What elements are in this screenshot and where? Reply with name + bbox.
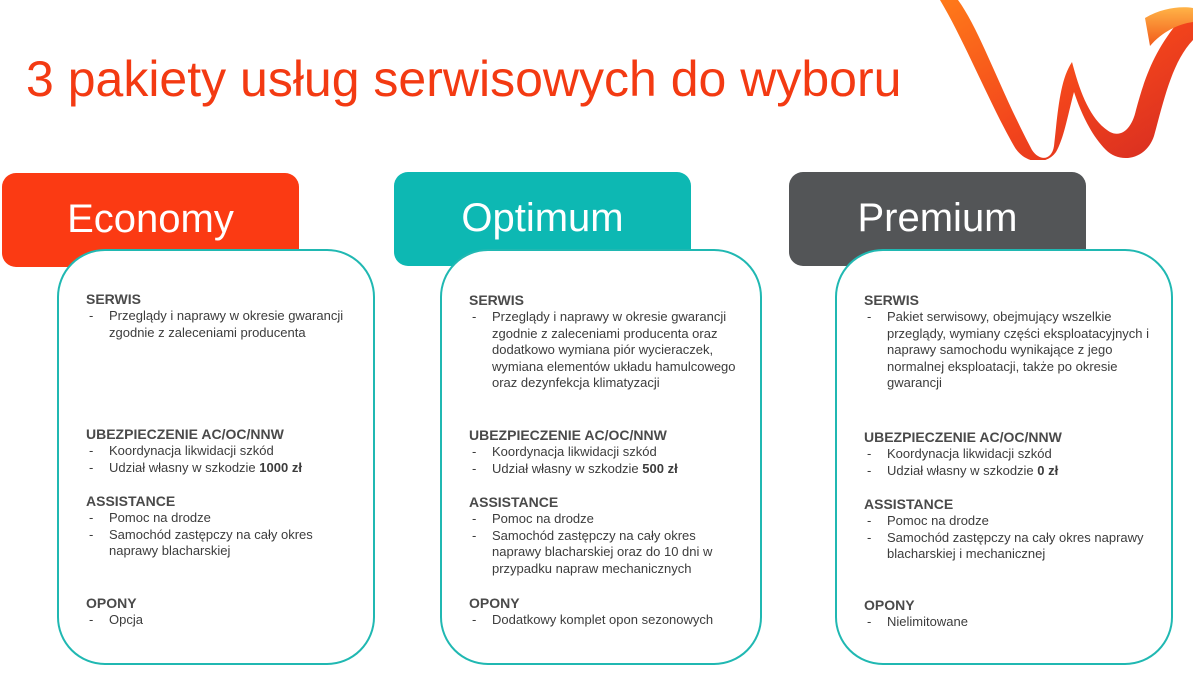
section-ubezpieczenie [86,426,359,476]
section-heading: ASSISTANCE [864,496,954,512]
section-opony [864,597,1157,631]
list-item: - Dodatkowy komplet opon sezonowych [469,612,746,629]
list-item: - Samochód zastępczy na cały okres naprawy blacharskiej [86,527,359,560]
section-serwis [86,291,359,341]
list-item: - Pomoc na drodze [86,510,359,527]
package-card-premium [835,249,1173,665]
package-name: Premium [857,196,1018,240]
list-item: - Koordynacja likwidacji szkód [469,444,746,461]
package-name: Optimum [461,196,624,240]
package-card-optimum [440,249,762,665]
section-heading: OPONY [469,595,520,611]
list-item: - Pomoc na drodze [864,513,1157,530]
list-item: - Udział własny w szkodzie 0 zł [864,463,1157,480]
section-heading: SERWIS [86,291,141,307]
list-item: - Nielimitowane [864,614,1157,631]
section-serwis [469,292,746,392]
section-heading: UBEZPIECZENIE AC/OC/NNW [86,426,284,442]
package-card-economy [57,249,375,665]
section-heading: SERWIS [469,292,524,308]
section-heading: SERWIS [864,292,919,308]
list-item: - Przeglądy i naprawy w okresie gwarancji zgodnie z zaleceniami producenta oraz dodatkowo wymiana piór wycieraczek, wymiana elementów układu hamulcowego oraz dezynfekcja klimatyzacji [469,309,746,392]
list-item: - Pomoc na drodze [469,511,746,528]
section-assistance [864,496,1157,563]
section-assistance [469,494,746,577]
list-item: - Samochód zastępczy na cały okres naprawy blacharskiej i mechanicznej [864,530,1157,563]
section-heading: OPONY [86,595,137,611]
section-assistance [86,493,359,560]
section-ubezpieczenie [864,429,1157,479]
page-title: 3 pakiety usług serwisowych do wyboru [26,51,902,107]
list-item: - Pakiet serwisowy, obejmujący wszelkie przeglądy, wymiany części eksploatacyjnych i naprawy samochodu wynikające z jego normalnej eksploatacji, także po okresie gwarancji [864,309,1157,392]
list-item: - Koordynacja likwidacji szkód [86,443,359,460]
list-item: - Udział własny w szkodzie 1000 zł [86,460,359,477]
section-serwis [864,292,1157,392]
section-heading: ASSISTANCE [469,494,559,510]
list-item: - Udział własny w szkodzie 500 zł [469,461,746,478]
list-item: - Przeglądy i naprawy w okresie gwarancji zgodnie z zaleceniami producenta [86,308,359,341]
w-swoosh-logo [940,0,1193,160]
list-item: - Koordynacja likwidacji szkód [864,446,1157,463]
section-opony [469,595,746,629]
section-heading: ASSISTANCE [86,493,176,509]
list-item: - Opcja [86,612,359,629]
section-heading: OPONY [864,597,915,613]
section-heading: UBEZPIECZENIE AC/OC/NNW [864,429,1062,445]
section-ubezpieczenie [469,427,746,477]
package-name: Economy [67,197,234,241]
list-item: - Samochód zastępczy na cały okres naprawy blacharskiej oraz do 10 dni w przypadku napraw mechanicznych [469,528,746,578]
section-opony [86,595,359,629]
section-heading: UBEZPIECZENIE AC/OC/NNW [469,427,667,443]
